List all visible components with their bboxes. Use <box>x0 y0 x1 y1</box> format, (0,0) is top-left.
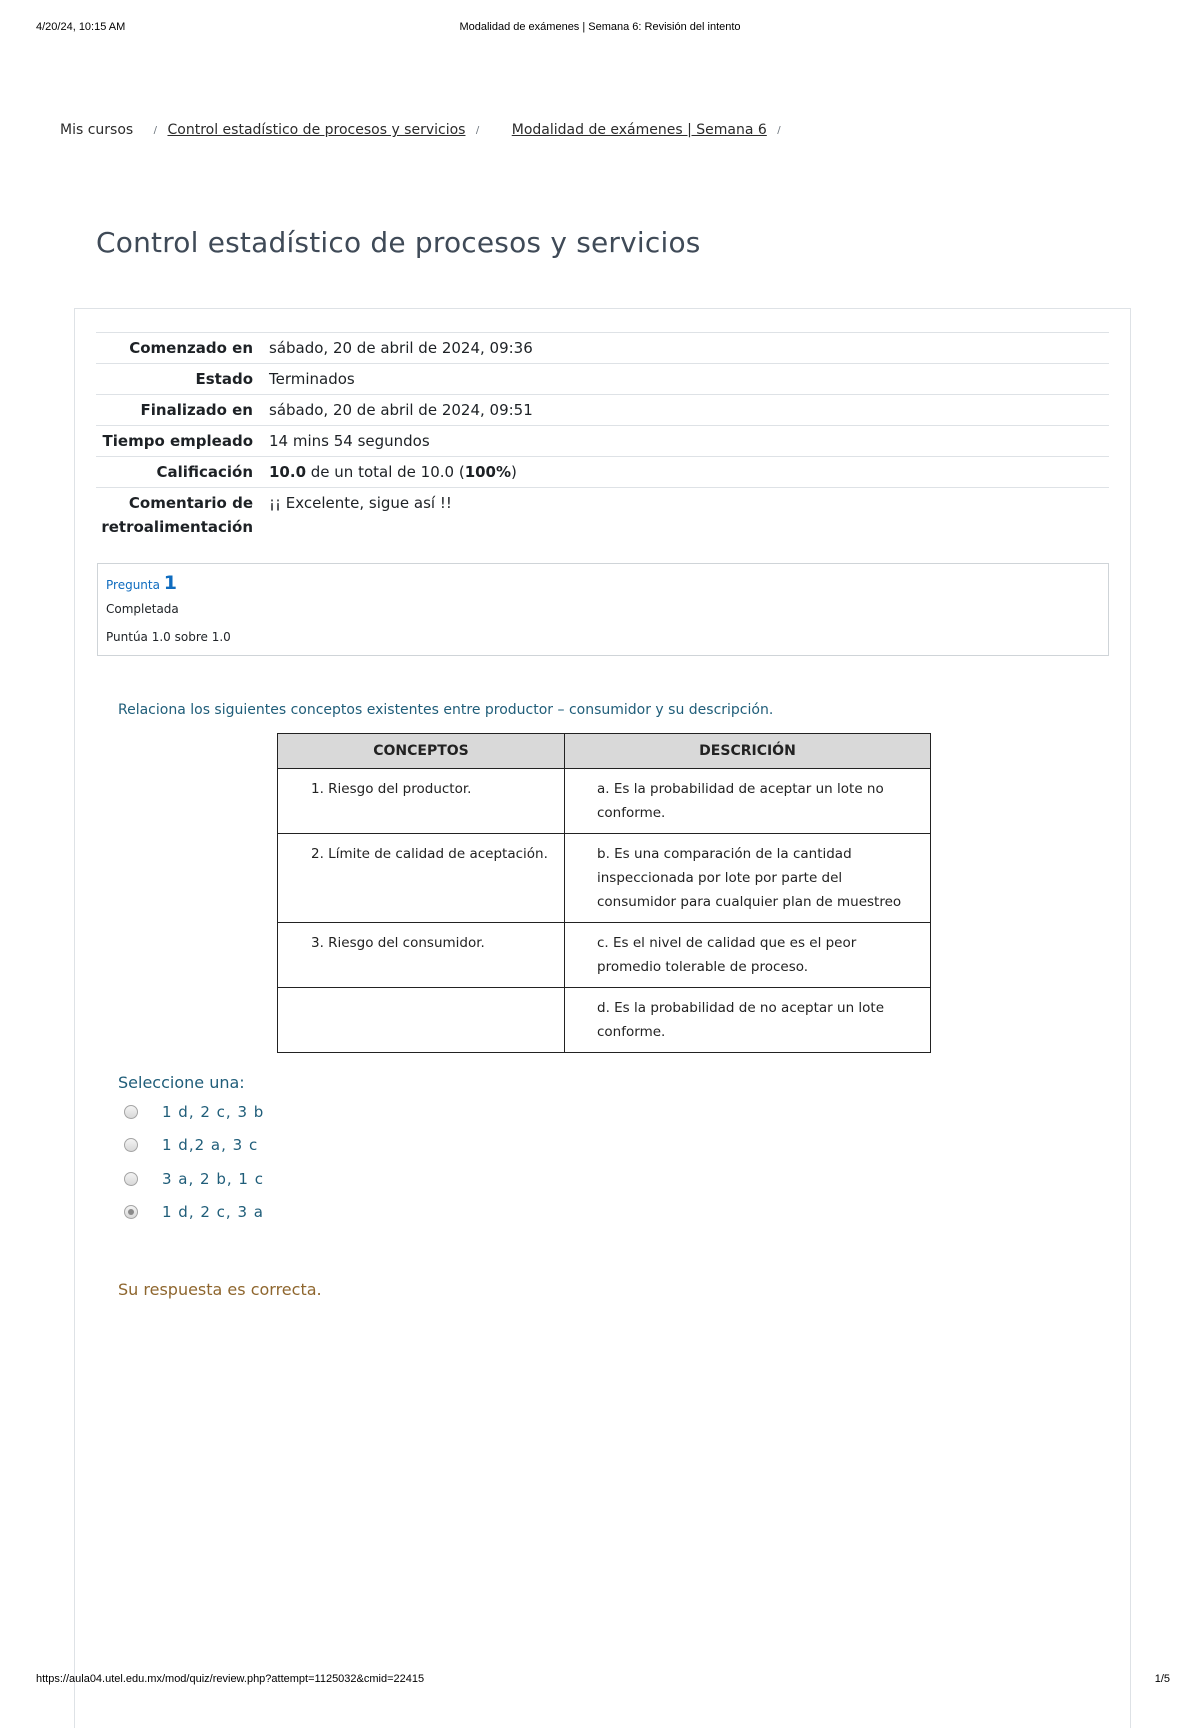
concepts-header: CONCEPTOS <box>278 734 565 769</box>
summary-row <box>96 364 1109 395</box>
table-row <box>278 769 931 834</box>
summary-row <box>96 395 1109 426</box>
page-title: Control estadístico de procesos y servicios <box>96 226 701 259</box>
print-datetime: 4/20/24, 10:15 AM <box>36 21 126 33</box>
summary-row <box>96 426 1109 457</box>
summary-label: Estado <box>195 370 253 388</box>
summary-value: sábado, 20 de abril de 2024, 09:51 <box>269 401 533 419</box>
breadcrumb-quiz-link[interactable]: Modalidad de exámenes | Semana 6 <box>511 122 767 138</box>
summary-row <box>96 333 1109 364</box>
description-cell: c. Es el nivel de calidad que es el peor promedio tolerable de proceso. <box>565 923 931 988</box>
answer-option-label[interactable]: 1 d,2 a, 3 c <box>162 1136 259 1154</box>
summary-label: Tiempo empleado <box>102 432 253 450</box>
description-cell: b. Es una comparación de la cantidad inspeccionada por lote por parte del consumidor para cualquier plan de muestreo <box>565 834 931 923</box>
description-header: DESCRICIÓN <box>565 734 931 769</box>
question-number-value: 1 <box>163 572 178 594</box>
summary-value <box>261 457 1109 488</box>
question-grade: Puntúa 1.0 sobre 1.0 <box>106 630 231 644</box>
answer-feedback: Su respuesta es correcta. <box>118 1280 322 1299</box>
summary-value: 14 mins 54 segundos <box>269 432 430 450</box>
radio-button[interactable] <box>124 1138 138 1152</box>
answer-option-label[interactable]: 1 d, 2 c, 3 a <box>162 1203 264 1221</box>
breadcrumb-home-link[interactable]: Mis cursos <box>60 122 134 138</box>
grade-percent: 100% <box>464 463 512 481</box>
radio-button-selected[interactable] <box>124 1205 138 1219</box>
summary-label: Finalizado en <box>140 401 253 419</box>
summary-label: Comentario de retroalimentación <box>101 494 253 536</box>
description-cell: d. Es la probabilidad de no aceptar un lote conforme. <box>565 988 931 1053</box>
summary-row <box>96 488 1109 543</box>
summary-value: sábado, 20 de abril de 2024, 09:36 <box>269 339 533 357</box>
table-row <box>278 988 931 1053</box>
breadcrumb-separator: / <box>777 124 781 136</box>
concept-cell: 3. Riesgo del consumidor. <box>278 923 565 988</box>
breadcrumb-course-link[interactable]: Control estadístico de procesos y servicios <box>167 122 466 138</box>
summary-row <box>96 457 1109 488</box>
answer-option-label[interactable]: 3 a, 2 b, 1 c <box>162 1170 264 1188</box>
answer-option-label[interactable]: 1 d, 2 c, 3 b <box>162 1103 265 1121</box>
question-number <box>106 572 1100 594</box>
question-prompt: Relaciona los siguientes conceptos existentes entre productor – consumidor y su descripción. <box>118 702 774 718</box>
concept-cell <box>278 988 565 1053</box>
radio-button[interactable] <box>124 1172 138 1186</box>
summary-label: Calificación <box>156 463 253 481</box>
description-cell: a. Es la probabilidad de aceptar un lote no conforme. <box>565 769 931 834</box>
select-one-label: Seleccione una: <box>118 1073 245 1092</box>
concepts-header-row <box>278 734 931 769</box>
concept-cell: 1. Riesgo del productor. <box>278 769 565 834</box>
summary-value: ¡¡ Excelente, sigue así !! <box>269 494 452 512</box>
concepts-table <box>277 733 931 1053</box>
print-page-number: 1/5 <box>1154 1673 1170 1685</box>
grade-score: 10.0 <box>269 463 307 481</box>
table-row <box>278 834 931 923</box>
grade-total-text: de un total de 10.0 ( <box>306 463 465 481</box>
print-url: https://aula04.utel.edu.mx/mod/quiz/review.php?attempt=1125032&cmid=22415 <box>36 1673 425 1685</box>
question-info-box <box>97 563 1109 656</box>
question-label: Pregunta <box>106 578 160 592</box>
summary-label: Comenzado en <box>129 339 253 357</box>
concept-cell: 2. Límite de calidad de aceptación. <box>278 834 565 923</box>
breadcrumb-separator: / <box>475 124 480 136</box>
print-title: Modalidad de exámenes | Semana 6: Revisión del intento <box>459 21 741 33</box>
radio-button[interactable] <box>124 1105 138 1119</box>
table-row <box>278 923 931 988</box>
question-state: Completada <box>106 602 179 616</box>
grade-close-paren: ) <box>511 463 517 481</box>
breadcrumb-separator: / <box>153 124 158 136</box>
breadcrumb <box>60 122 787 138</box>
summary-value: Terminados <box>269 370 355 388</box>
attempt-summary-table <box>96 332 1109 542</box>
